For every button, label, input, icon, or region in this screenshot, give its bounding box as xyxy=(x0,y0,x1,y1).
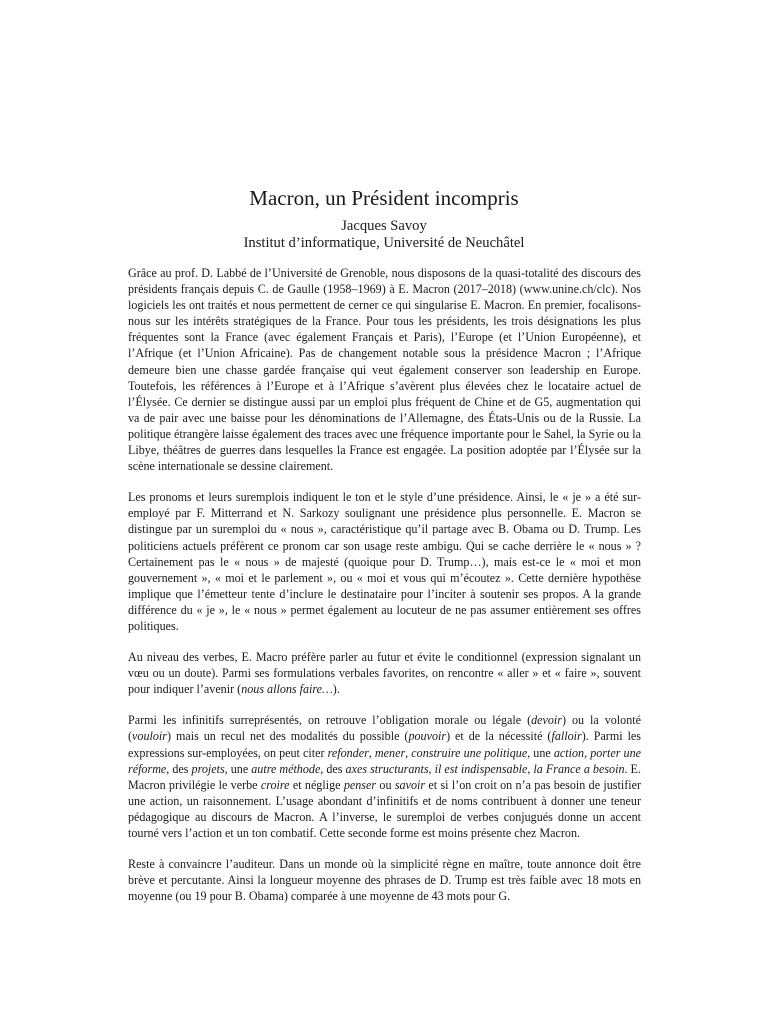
paragraph-text: Reste à convaincre l’auditeur. Dans un monde où la simplicité règne en maître, toute annonce doit être brève et percutante. Ainsi la longueur moyenne des phrases de D. Trump est très faible avec 18 mots en moyenne (ou 19 pour B. Obama) comparée à une moyenne de 43 mots pour G. xyxy=(128,857,641,904)
italic-text: construire une politique xyxy=(411,745,528,760)
italic-text: devoir xyxy=(531,713,562,728)
paragraph-text: Les pronoms et leurs suremplois indiquent le ton et le style d’une présidence. Ainsi, le « je » a été sur-employé par F. Mitterrand et N. Sarkozy soulignant une présidence plus personnelle. E. Macron se distingue par un suremploi du « nous », caractéristique qu’il partage avec B. Obama ou D. Trump. Les politiciens actuels préfèrent ce pronom car son usage reste ambigu. Qui se cache derrière le « nous » ? Certainement pas le « nous » de majesté (quoique pour D. Trump…), mais est-ce le « moi et mon gouvernement », « moi et le parlement », ou « moi et vous qui m’écoutez ». Cette dernière hypothèse implique que l’émetteur tente d’inclure le destinataire pour l’inciter à soutenir ses propos. A la grande différence du « je », le « nous » permet également au locuteur de ne pas assumer entièrement ses offres politiques. xyxy=(128,490,641,633)
paragraph-text: ). xyxy=(332,682,340,697)
document-body xyxy=(128,265,641,919)
italic-text: porter une réforme xyxy=(128,745,642,776)
italic-text: il est indispensable xyxy=(434,761,528,776)
paragraph-text: Parmi les infinitifs surreprésentés, on retrouve l’obligation morale ou légale ( xyxy=(128,713,532,728)
italic-text: savoir xyxy=(394,777,426,792)
author-name: Jacques Savoy xyxy=(341,218,427,234)
italic-text: action xyxy=(553,745,585,760)
paragraph-text: , xyxy=(368,745,375,760)
paragraph-text: et si l’on croit on n’a pas besoin de justifier une action, un raisonnement. L’usage abondant d’infinitifs et de noms contribuent à donner une teneur pédagogique au discours de Macron. A l’inverse, le suremploi de verbes conjugués donne un accent tourné vers l’action et un ton combatif. Cette seconde forme est moins présente chez Macron. xyxy=(128,777,642,840)
paragraph-text: , xyxy=(527,761,534,776)
italic-text: pouvoir xyxy=(408,729,447,744)
body-paragraph xyxy=(128,265,641,474)
italic-text: refonder xyxy=(327,745,369,760)
paragraph-text: et néglige xyxy=(289,777,344,792)
italic-text: mener xyxy=(374,745,406,760)
author-affiliation: Institut d’informatique, Université de Neuchâtel xyxy=(243,235,525,251)
paragraph-text: ) ou la volonté ( xyxy=(128,713,641,744)
paragraph-text: ). Parmi les expressions sur-employées, on peut citer xyxy=(128,729,641,760)
italic-text: nous allons faire… xyxy=(241,682,333,697)
paragraph-text: Au niveau des verbes, E. Macro préfère parler au futur et évite le conditionnel (expression signalant un vœu ou un doute). Parmi ses formulations verbales favorites, on rencontre « aller » et « faire », souvent pour indiquer l’avenir ( xyxy=(128,650,641,697)
italic-text: la France a besoin xyxy=(533,761,625,776)
paragraph-text: ) et de la nécessité ( xyxy=(446,729,552,744)
paragraph-text: ou xyxy=(376,777,395,792)
italic-text: autre méthode xyxy=(251,761,321,776)
document-title: Macron, un Président incompris xyxy=(249,186,519,210)
italic-text: projets xyxy=(191,761,225,776)
paragraph-text: , une xyxy=(224,761,252,776)
italic-text: axes structurants xyxy=(345,761,429,776)
paragraph-text: , une xyxy=(527,745,554,760)
italic-text: penser xyxy=(343,777,377,792)
paragraph-text: , des xyxy=(166,761,192,776)
body-paragraph xyxy=(128,489,641,634)
paragraph-text: ) mais un recul net des modalités du possible ( xyxy=(166,729,409,744)
paragraph-text: , des xyxy=(320,761,346,776)
body-paragraph xyxy=(128,712,641,841)
paragraph-text: , xyxy=(405,745,412,760)
paragraph-text: . E. Macron privilégie le verbe xyxy=(128,761,641,792)
body-paragraph xyxy=(128,649,641,697)
italic-text: croire xyxy=(260,777,290,792)
paragraph-text: , xyxy=(584,745,591,760)
body-paragraph xyxy=(128,856,641,904)
italic-text: falloir xyxy=(551,729,582,744)
paragraph-text: Grâce au prof. D. Labbé de l’Université de Grenoble, nous disposons de la quasi-totalité des discours des présidents français depuis C. de Gaulle (1958–1969) à E. Macron (2017–2018) (www.unine.ch/clc). Nos logiciels les ont traités et nous permettent de cerner ce qui singularise E. Macron. En premier, focalisons-nous sur les intérêts stratégiques de la France. Pour tous les présidents, les trois désignations les plus fréquentes sont la France (avec également Français et Paris), l’Europe (et l’Union Européenne), et l’Afrique (et l’Union Africaine). Pas de changement notable sous la présidence Macron ; l’Afrique demeure bien une chasse gardée française qui veut également conserver son leadership en Europe. Toutefois, les références à l’Europe et à l’Afrique s’avèrent plus élevées chez le locataire actuel de l’Élysée. Ce dernier se distingue aussi par un emploi plus fréquent de Chine et de G5, augmentation qui va de pair avec une baisse pour les dénominations de l’Allemagne, des États-Unis ou de la Russie. La politique étrangère laisse également des traces avec une fréquence importante pour le Sahel, la Syrie ou la Libye, théâtres de guerres dans lesquelles la France est engagée. La position adoptée par l’Élysée sur la scène internationale se dessine clairement. xyxy=(128,266,641,474)
italic-text: vouloir xyxy=(132,729,167,744)
paragraph-text: , xyxy=(428,761,435,776)
